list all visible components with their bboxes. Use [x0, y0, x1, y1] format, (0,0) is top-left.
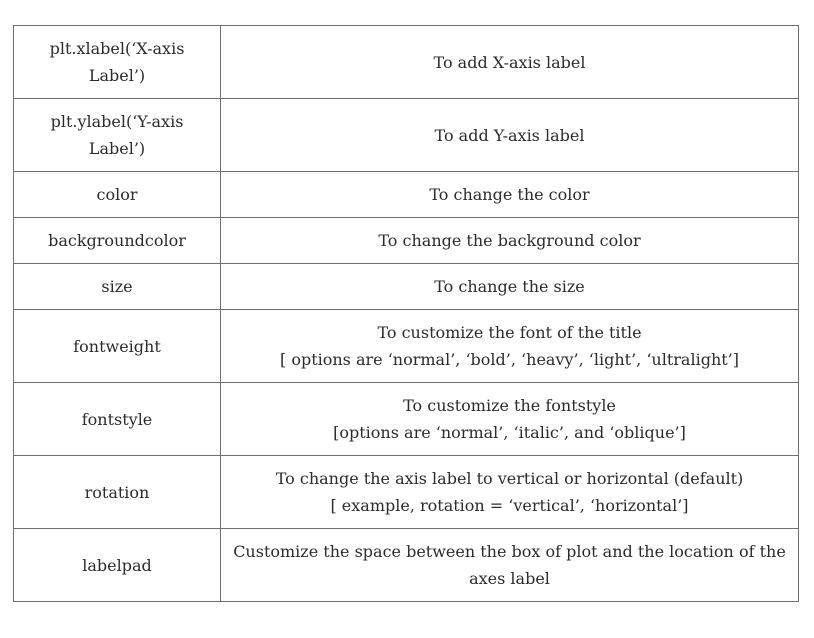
table-row	[14, 172, 799, 218]
desc-text: [ example, rotation = ‘vertical’, ‘horizontal’]	[330, 496, 689, 515]
desc-text: To add X-axis label	[433, 52, 586, 72]
table-row	[14, 310, 799, 383]
param-text: size	[101, 277, 133, 296]
param-text: color	[96, 185, 138, 204]
desc-text: [options are ‘normal’, ‘italic’, and ‘oblique’]	[333, 423, 686, 442]
desc-cell	[221, 310, 799, 383]
desc-text: To customize the fontstyle	[403, 396, 616, 415]
desc-cell	[221, 529, 799, 602]
table-row	[14, 529, 799, 602]
param-text: Label’)	[88, 66, 146, 85]
param-text: labelpad	[82, 555, 152, 575]
desc-text: Customize the space between the box of plot and the location of the	[233, 542, 786, 561]
param-text: backgroundcolor	[48, 231, 186, 250]
param-cell	[14, 529, 221, 602]
param-cell	[14, 172, 221, 218]
param-text: plt.xlabel(‘X-axis	[49, 39, 185, 58]
param-text: fontweight	[73, 336, 161, 356]
desc-cell	[221, 383, 799, 456]
desc-cell	[221, 99, 799, 172]
param-text: Label’)	[88, 139, 146, 158]
desc-text: [ options are ‘normal’, ‘bold’, ‘heavy’, ‘light’, ‘ultralight’]	[279, 350, 739, 369]
param-cell	[14, 383, 221, 456]
table-row	[14, 264, 799, 310]
param-text: plt.ylabel(‘Y-axis	[50, 112, 184, 131]
param-cell	[14, 456, 221, 529]
param-cell	[14, 99, 221, 172]
desc-cell	[221, 26, 799, 99]
desc-text: To change the axis label to vertical or horizontal (default)	[275, 469, 744, 488]
table-row	[14, 383, 799, 456]
table-row	[14, 456, 799, 529]
desc-cell	[221, 218, 799, 264]
desc-text: To add Y-axis label	[434, 125, 585, 145]
param-cell	[14, 310, 221, 383]
desc-cell	[221, 264, 799, 310]
param-cell	[14, 264, 221, 310]
desc-cell	[221, 456, 799, 529]
table-row	[14, 99, 799, 172]
param-cell	[14, 26, 221, 99]
param-text: fontstyle	[81, 409, 153, 429]
param-cell	[14, 218, 221, 264]
desc-cell	[221, 172, 799, 218]
table-row	[14, 218, 799, 264]
desc-text: To customize the font of the title	[377, 323, 642, 342]
param-text: rotation	[84, 482, 150, 502]
parameter-table	[13, 25, 799, 602]
desc-text: axes label	[469, 569, 550, 588]
desc-text: To change the color	[429, 185, 590, 204]
desc-text: To change the background color	[378, 231, 641, 250]
desc-text: To change the size	[434, 277, 585, 296]
table-row	[14, 26, 799, 99]
